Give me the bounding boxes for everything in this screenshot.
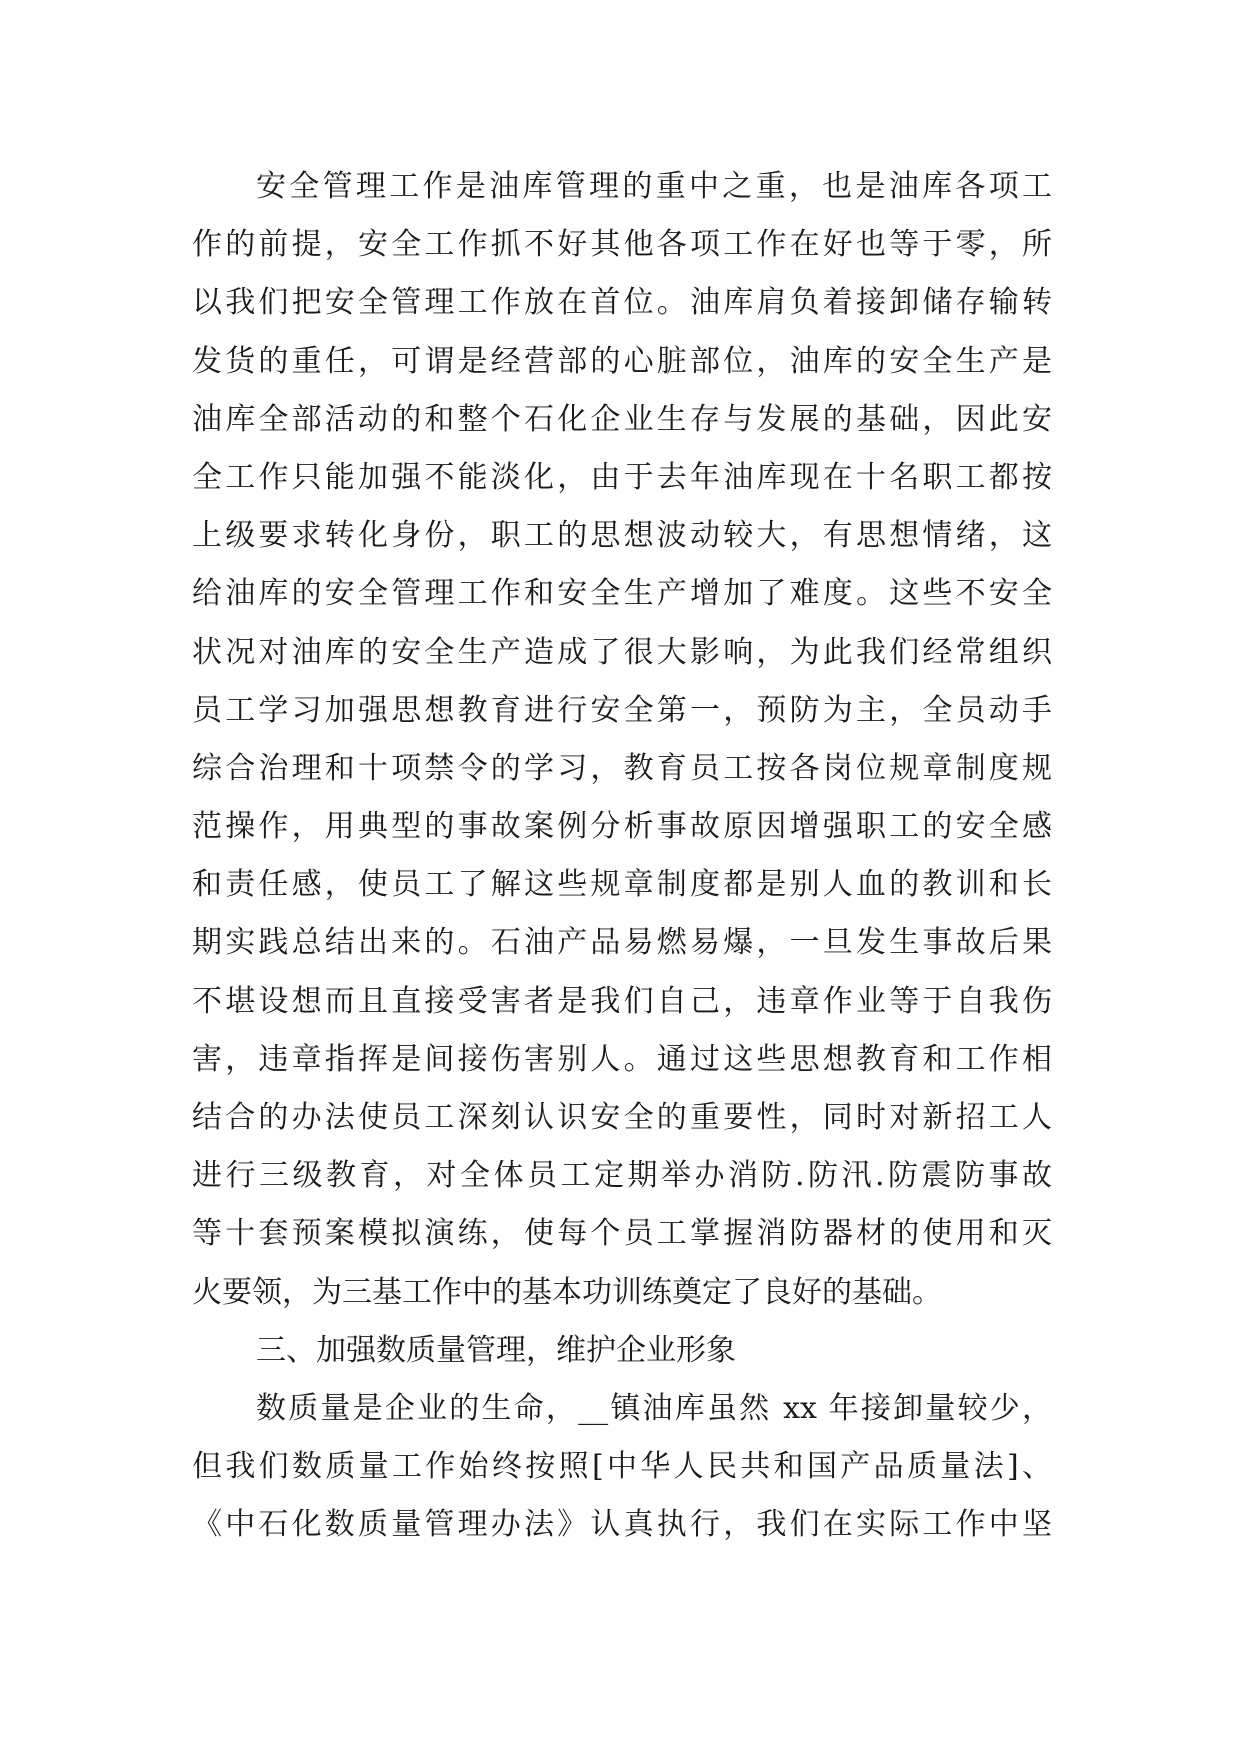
paragraph-line: 《中石化数质量管理办法》认真执行，我们在实际工作中坚 (192, 1507, 1052, 1543)
paragraph-line: 但我们数质量工作始终按照[中华人民共和国产品质量法]、 (192, 1449, 1052, 1485)
paragraph-line: 给油库的安全管理工作和安全生产增加了难度。这些不安全 (192, 576, 1052, 612)
paragraph-line: 油库全部活动的和整个石化企业生存与发展的基础，因此安 (192, 401, 1052, 437)
paragraph-line: 害，违章指挥是间接伤害别人。通过这些思想教育和工作相 (192, 1041, 1052, 1077)
section-heading: 三、加强数质量管理，维护企业形象 (256, 1332, 736, 1368)
paragraph-line: 安全管理工作是油库管理的重中之重，也是油库各项工 (256, 169, 1052, 204)
paragraph-line: 火要领，为三基工作中的基本功训练奠定了良好的基础。 (192, 1274, 942, 1310)
paragraph-line: 范操作，用典型的事故案例分析事故原因增强职工的安全感 (192, 809, 1052, 845)
paragraph-line: 员工学习加强思想教育进行安全第一，预防为主，全员动手 (192, 692, 1052, 728)
paragraph-line: 以我们把安全管理工作放在首位。油库肩负着接卸储存输转 (192, 285, 1052, 321)
paragraph-line: 期实践总结出来的。石油产品易燃易爆，一旦发生事故后果 (192, 925, 1052, 961)
paragraph-line: 进行三级教育，对全体员工定期举办消防.防汛.防震防事故 (192, 1158, 1052, 1194)
paragraph-line: 综合治理和十项禁令的学习，教育员工按各岗位规章制度规 (192, 750, 1052, 786)
paragraph-line: 全工作只能加强不能淡化，由于去年油库现在十名职工都按 (192, 459, 1052, 495)
paragraph-line: 不堪设想而且直接受害者是我们自己，违章作业等于自我伤 (192, 983, 1052, 1019)
paragraph-line: 上级要求转化身份，职工的思想波动较大，有思想情绪，这 (192, 518, 1052, 554)
paragraph-line: 结合的办法使员工深刻认识安全的重要性，同时对新招工人 (192, 1100, 1052, 1135)
document-body (192, 158, 1052, 1555)
paragraph-line: 状况对油库的安全生产造成了很大影响，为此我们经常组织 (192, 634, 1052, 670)
paragraph-line: 数质量是企业的生命，__镇油库虽然 xx 年接卸量较少， (256, 1390, 1052, 1426)
paragraph-line: 和责任感，使员工了解这些规章制度都是别人血的教训和长 (192, 867, 1052, 903)
paragraph-line: 等十套预案模拟演练，使每个员工掌握消防器材的使用和灭 (192, 1216, 1052, 1252)
paragraph-line: 发货的重任，可谓是经营部的心脏部位，油库的安全生产是 (192, 343, 1052, 379)
paragraph-line: 作的前提，安全工作抓不好其他各项工作在好也等于零，所 (192, 227, 1052, 263)
